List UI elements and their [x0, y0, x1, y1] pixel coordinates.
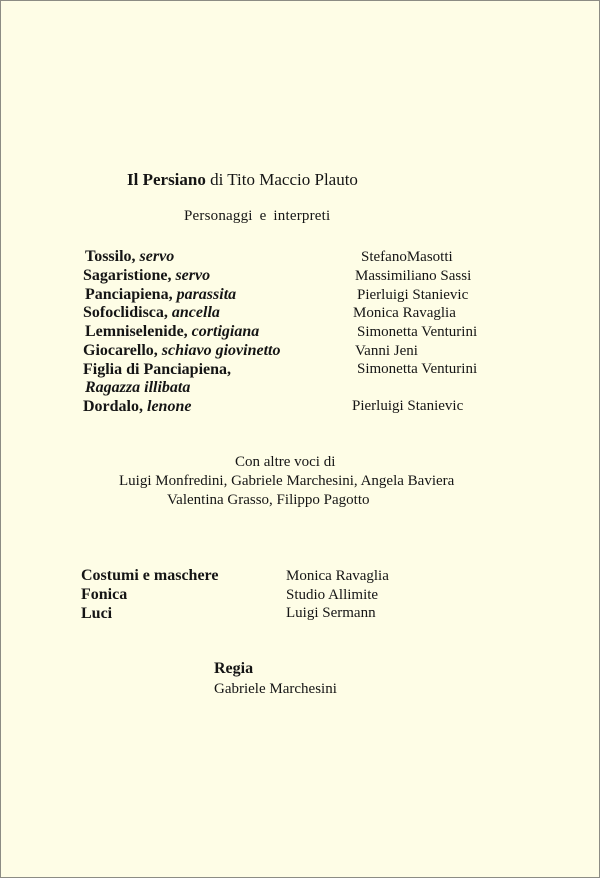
voices-heading: Con altre voci di — [235, 454, 336, 470]
director-name: Gabriele Marchesini — [214, 681, 337, 697]
cast-actor: StefanoMasotti — [361, 249, 453, 265]
cast-character: Sofoclidisca, ancella — [83, 304, 220, 321]
voices-line: Luigi Monfredini, Gabriele Marchesini, Angela Baviera — [119, 473, 455, 489]
play-name: Il Persiano — [127, 170, 206, 189]
cast-actor: Pierluigi Stanievic — [352, 398, 464, 414]
cast-character: Tossilo, servo — [85, 248, 175, 265]
cast-actor: Simonetta Venturini — [357, 361, 478, 377]
cast-character: Lemniselenide, cortigiana — [85, 323, 260, 340]
crew-person: Monica Ravaglia — [286, 568, 389, 584]
cast-actor: Pierluigi Stanievic — [357, 287, 469, 303]
crew-role: Luci — [81, 605, 113, 622]
cast-actor: Vanni Jeni — [355, 343, 418, 359]
crew-role: Costumi e maschere — [81, 567, 219, 584]
cast-character: Figlia di Panciapiena, — [83, 361, 232, 378]
cast-character: Ragazza illibata — [85, 379, 191, 396]
cast-actor: Simonetta Venturini — [357, 324, 478, 340]
play-author: di Tito Maccio Plauto — [210, 170, 358, 189]
cast-actor: Massimiliano Sassi — [355, 268, 472, 284]
cast-character: Panciapiena, parassita — [85, 286, 237, 303]
play-title — [127, 170, 358, 190]
voices-line: Valentina Grasso, Filippo Pagotto — [167, 492, 370, 508]
crew-role: Fonica — [81, 586, 128, 603]
direction-heading: Regia — [214, 660, 254, 677]
cast-character: Sagaristione, servo — [83, 267, 211, 284]
cast-character: Giocarello, schiavo giovinetto — [83, 342, 281, 359]
cast-heading: Personaggi e interpreti — [184, 208, 331, 224]
crew-person: Studio Allimite — [286, 587, 379, 603]
cast-actor: Monica Ravaglia — [353, 305, 456, 321]
cast-character: Dordalo, lenone — [83, 398, 192, 415]
crew-person: Luigi Sermann — [286, 605, 376, 621]
